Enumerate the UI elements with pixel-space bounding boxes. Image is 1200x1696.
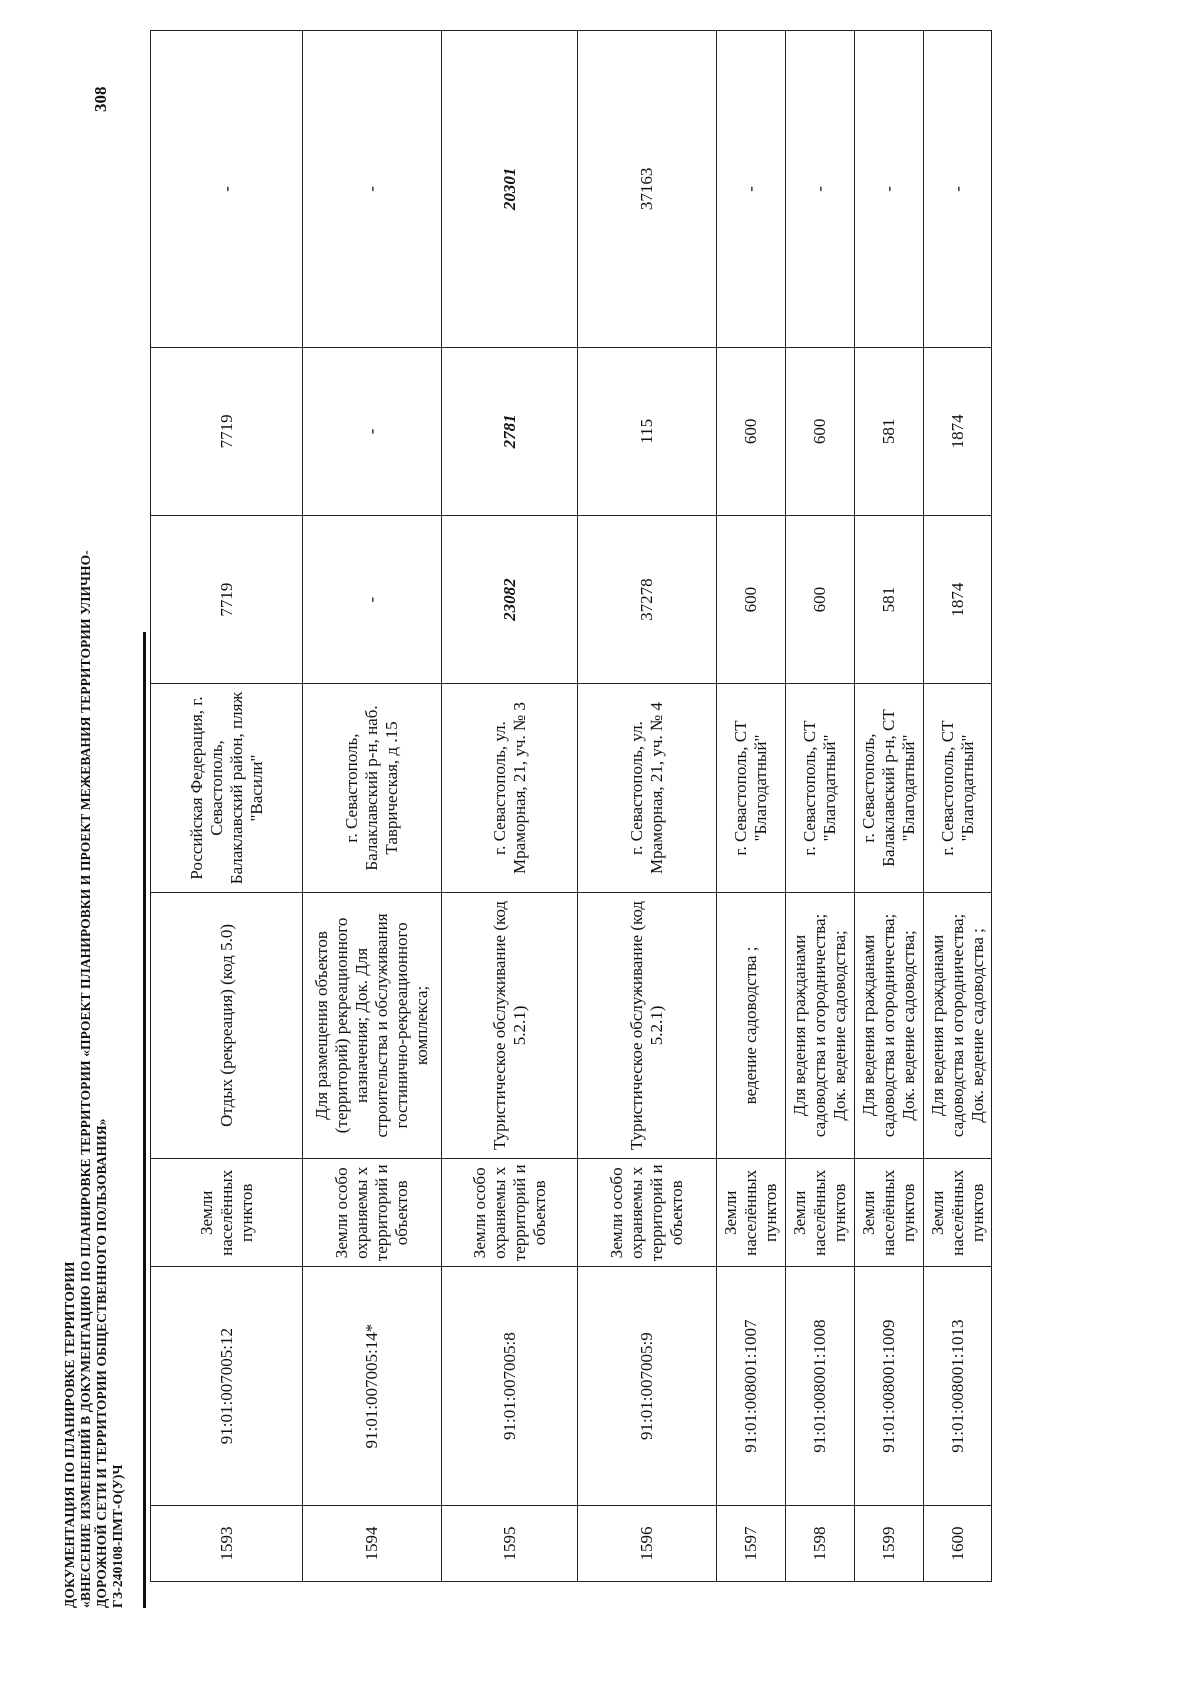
area-total: 600 [786, 516, 855, 684]
area-total: 581 [855, 516, 924, 684]
area-inside: 2781 [442, 347, 578, 515]
document-header [62, 408, 126, 1608]
table-row [786, 31, 855, 1582]
area-outside: - [924, 31, 992, 348]
land-category: Земли особо охраняемы х территорий и объектов [303, 1159, 442, 1267]
land-category: Земли особо охраняемы х территорий и объектов [578, 1159, 717, 1267]
page-number: 308 [91, 86, 110, 112]
table-row [924, 31, 992, 1582]
cadastral-number: 91:01:007005:9 [578, 1267, 717, 1505]
land-category: Земли населённых пунктов [717, 1159, 786, 1267]
cadastral-number: 91:01:008001:1007 [717, 1267, 786, 1505]
permitted-use: Отдых (рекреация) (код 5.0) [151, 892, 303, 1159]
area-outside: - [151, 31, 303, 348]
permitted-use: ведение садоводства ; [717, 892, 786, 1159]
table-body [151, 31, 992, 1582]
area-total: 37278 [578, 516, 717, 684]
area-total: 7719 [151, 516, 303, 684]
row-number: 1593 [151, 1505, 303, 1581]
area-inside: - [303, 347, 442, 515]
table-row [717, 31, 786, 1582]
permitted-use: Для ведения гражданами садоводства и огородничества; Док. ведение садоводства; [855, 892, 924, 1159]
row-number: 1599 [855, 1505, 924, 1581]
parcel-table [150, 30, 992, 1582]
area-outside: - [855, 31, 924, 348]
header-line-2: «ВНЕСЕНИЕ ИЗМЕНЕНИЙ В ДОКУМЕНТАЦИЮ ПО ПЛАНИРОВКЕ ТЕРРИТОРИИ «ПРОЕКТ ПЛАНИРОВКИ И ПРОЕКТ МЕЖЕВАНИЯ ТЕРРИТОРИИ УЛИЧНО- [78, 550, 93, 1608]
area-inside: 115 [578, 347, 717, 515]
cadastral-number: 91:01:008001:1013 [924, 1267, 992, 1505]
area-inside: 600 [786, 347, 855, 515]
cadastral-number: 91:01:007005:8 [442, 1267, 578, 1505]
address: г. Севастополь, Балаклавский р-н, наб. Таврическая, д .15 [303, 684, 442, 892]
header-line-3: ДОРОЖНОЙ СЕТИ И ТЕРРИТОРИИ ОБЩЕСТВЕННОГО ПОЛЬЗОВАНИЯ» [94, 1118, 109, 1608]
table-row [442, 31, 578, 1582]
table-row [855, 31, 924, 1582]
area-total: - [303, 516, 442, 684]
table-row [303, 31, 442, 1582]
area-outside: - [786, 31, 855, 348]
land-category: Земли населённых пунктов [151, 1159, 303, 1267]
address: г. Севастополь, ул. Мраморная, 21, уч. № 3 [442, 684, 578, 892]
address: г. Севастополь, ул. Мраморная, 21, уч. № 4 [578, 684, 717, 892]
area-total: 1874 [924, 516, 992, 684]
permitted-use: Туристическое обслуживание (код 5.2.1) [442, 892, 578, 1159]
header-rule [143, 632, 146, 1608]
area-inside: 7719 [151, 347, 303, 515]
land-category: Земли населённых пунктов [924, 1159, 992, 1267]
address: г. Севастополь, СТ "Благодатный" [786, 684, 855, 892]
cadastral-number: 91:01:008001:1009 [855, 1267, 924, 1505]
address: Российская Федерация, г. Севастополь, Балаклавский район, пляж "Васили" [151, 684, 303, 892]
area-total: 600 [717, 516, 786, 684]
row-number: 1600 [924, 1505, 992, 1581]
area-total: 23082 [442, 516, 578, 684]
table-row [578, 31, 717, 1582]
table-row [151, 31, 303, 1582]
header-line-4: ГЗ-240108-ПМТ-О(У)Ч [110, 1464, 125, 1608]
address: г. Севастополь, Балаклавский р-н, СТ "Благодатный" [855, 684, 924, 892]
area-outside: - [303, 31, 442, 348]
cadastral-number: 91:01:007005:12 [151, 1267, 303, 1505]
permitted-use: Для ведения гражданами садоводства и огородничества; Док. ведение садоводства ; [924, 892, 992, 1159]
area-outside: - [717, 31, 786, 348]
row-number: 1596 [578, 1505, 717, 1581]
permitted-use: Туристическое обслуживание (код 5.2.1) [578, 892, 717, 1159]
row-number: 1595 [442, 1505, 578, 1581]
row-number: 1598 [786, 1505, 855, 1581]
area-inside: 581 [855, 347, 924, 515]
land-category: Земли населённых пунктов [855, 1159, 924, 1267]
area-outside: 37163 [578, 31, 717, 348]
area-outside: 20301 [442, 31, 578, 348]
area-inside: 1874 [924, 347, 992, 515]
cadastral-number: 91:01:007005:14* [303, 1267, 442, 1505]
header-line-1: ДОКУМЕНТАЦИЯ ПО ПЛАНИРОВКЕ ТЕРРИТОРИИ [62, 1261, 77, 1608]
area-inside: 600 [717, 347, 786, 515]
row-number: 1597 [717, 1505, 786, 1581]
address: г. Севастополь, СТ "Благодатный" [924, 684, 992, 892]
land-category: Земли особо охраняемы х территорий и объектов [442, 1159, 578, 1267]
address: г. Севастополь, СТ "Благодатный" [717, 684, 786, 892]
row-number: 1594 [303, 1505, 442, 1581]
land-category: Земли населённых пунктов [786, 1159, 855, 1267]
permitted-use: Для размещения объектов (территорий) рекреационного назначения; Док. Для строительства и обслуживания гостинично-рекреационного комплекса; [303, 892, 442, 1159]
permitted-use: Для ведения гражданами садоводства и огородничества; Док. ведение садоводства; [786, 892, 855, 1159]
cadastral-number: 91:01:008001:1008 [786, 1267, 855, 1505]
